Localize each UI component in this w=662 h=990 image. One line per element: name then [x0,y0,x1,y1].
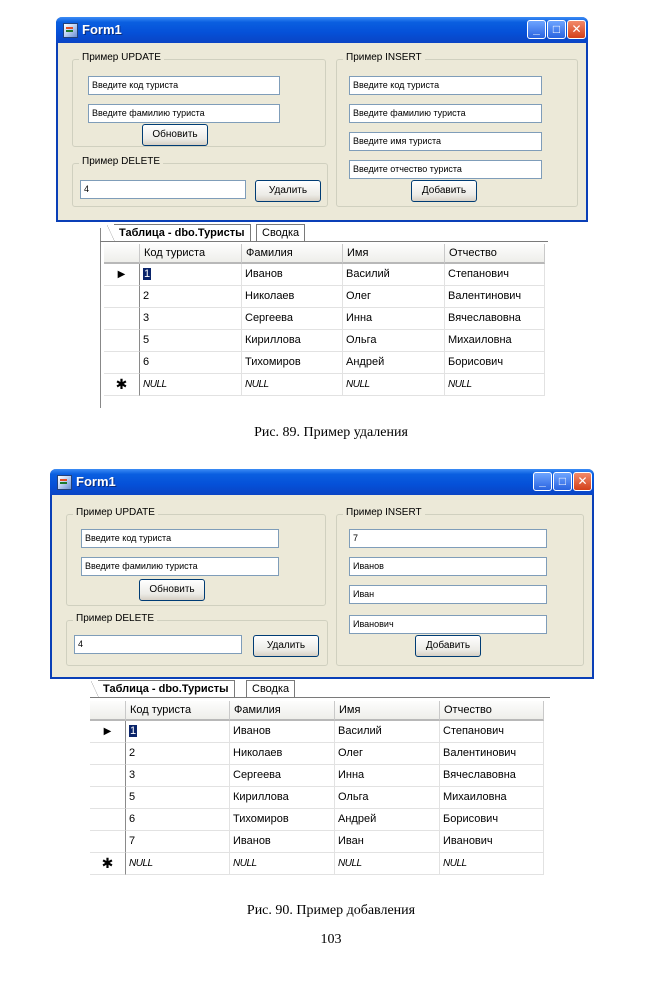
delete-code-field[interactable]: 4 [80,180,246,199]
grid-cell[interactable]: Инна [335,765,440,787]
update-code-field[interactable]: Введите код туриста [81,529,279,548]
insert-group-legend: Пример INSERT [343,52,425,63]
update-code-field[interactable]: Введите код туриста [88,76,280,95]
delete-group-legend: Пример DELETE [79,156,163,167]
selected-cell-value: 1 [144,268,151,280]
delete-button[interactable]: Удалить [255,180,321,202]
insert-code-field[interactable]: 7 [349,529,547,548]
grid-cell[interactable]: Иванов [230,831,335,853]
tab-table-tourists[interactable]: Таблица - dbo.Туристы [98,680,235,697]
delete-group-legend: Пример DELETE [73,613,157,624]
grid-cell[interactable]: Николаев [242,286,343,308]
grid-cell[interactable]: Тихомиров [242,352,343,374]
grid-cell[interactable]: Кириллова [242,330,343,352]
grid-cell[interactable]: Андрей [335,809,440,831]
column-header[interactable]: Код туриста [140,244,242,264]
insert-button[interactable]: Добавить [415,635,481,657]
figure-insert-example [0,455,662,935]
tab-summary[interactable]: Сводка [256,224,305,241]
delete-code-field[interactable]: 4 [74,635,242,654]
column-header[interactable]: Имя [343,244,445,264]
grid-cell[interactable]: 5 [140,330,242,352]
grid-cell[interactable]: Василий [343,264,445,286]
grid-cell[interactable]: Вячеславовна [440,765,544,787]
figure-caption: Рис. 90. Пример добавления [246,903,416,918]
minimize-icon[interactable]: _ [527,20,546,39]
tab-strip [98,224,548,242]
grid-corner-header[interactable] [90,701,126,721]
grid-cell[interactable]: Иван [335,831,440,853]
maximize-icon[interactable]: □ [553,472,572,491]
row-selector[interactable] [104,330,140,352]
new-row-icon[interactable]: ✱ [104,374,140,396]
row-selector[interactable] [90,765,126,787]
grid-cell[interactable]: NULL [126,853,230,875]
grid-cell[interactable]: Тихомиров [230,809,335,831]
update-surname-field[interactable]: Введите фамилию туриста [81,557,279,576]
column-header[interactable]: Фамилия [242,244,343,264]
title-bar[interactable] [56,17,588,43]
grid-cell[interactable]: 5 [126,787,230,809]
update-group [72,52,326,147]
form1-window [50,469,594,679]
grid-cell[interactable]: NULL [445,374,545,396]
grid-cell[interactable]: Иванович [440,831,544,853]
grid-cell[interactable]: Инна [343,308,445,330]
grid-cell[interactable]: NULL [230,853,335,875]
insert-button[interactable]: Добавить [411,180,477,202]
grid-cell[interactable] [126,721,230,743]
grid-cell[interactable]: Михаиловна [445,330,545,352]
update-group-legend: Пример UPDATE [79,52,164,63]
column-header[interactable]: Отчество [440,701,544,721]
update-surname-field[interactable]: Введите фамилию туриста [88,104,280,123]
title-bar[interactable] [50,469,594,495]
grid-cell[interactable]: Степанович [445,264,545,286]
grid-cell[interactable]: Сергеева [230,765,335,787]
grid-cell[interactable]: Андрей [343,352,445,374]
form1-window [56,17,588,222]
grid-cell[interactable]: NULL [343,374,445,396]
form-icon [57,475,72,490]
grid-corner-header[interactable] [104,244,140,264]
update-group [66,507,326,606]
insert-group [336,507,584,666]
grid-cell[interactable]: Ольга [335,787,440,809]
tab-summary[interactable]: Сводка [246,680,295,697]
grid-cell[interactable]: Сергеева [242,308,343,330]
grid-cell[interactable]: Валентинович [445,286,545,308]
close-icon[interactable]: ✕ [573,472,592,491]
row-selector[interactable] [90,787,126,809]
grid-cell[interactable]: Николаев [230,743,335,765]
insert-surname-field[interactable]: Введите фамилию туриста [349,104,542,123]
grid-cell[interactable]: 7 [126,831,230,853]
grid-cell[interactable]: Вячеславовна [445,308,545,330]
current-row-icon[interactable]: ▶ [90,721,126,743]
delete-button[interactable]: Удалить [253,635,319,657]
tab-table-tourists[interactable]: Таблица - dbo.Туристы [114,224,251,241]
close-icon[interactable]: ✕ [567,20,586,39]
form-icon [63,23,78,38]
grid-cell[interactable] [140,264,242,286]
grid-cell[interactable]: Василий [335,721,440,743]
column-header[interactable]: Отчество [445,244,545,264]
grid-cell[interactable]: Олег [343,286,445,308]
insert-surname-field[interactable]: Иванов [349,557,547,576]
selected-cell-value: 1 [130,725,137,737]
grid-cell[interactable]: Валентинович [440,743,544,765]
figure-caption: Рис. 89. Пример удаления [254,425,408,440]
insert-name-field[interactable]: Иван [349,585,547,604]
insert-group-legend: Пример INSERT [343,507,425,518]
page-number: 103 [320,932,342,947]
tourists-grid [86,680,550,880]
current-row-icon[interactable]: ▶ [104,264,140,286]
insert-patronymic-field[interactable]: Введите отчество туриста [349,160,542,179]
new-row-icon[interactable]: ✱ [90,853,126,875]
grid-cell[interactable]: 2 [140,286,242,308]
window-title: Form1 [82,22,122,37]
grid-cell[interactable]: 2 [126,743,230,765]
grid-cell[interactable]: Степанович [440,721,544,743]
grid-cell[interactable]: Иванов [242,264,343,286]
column-header[interactable]: Имя [335,701,440,721]
grid-cell[interactable]: NULL [440,853,544,875]
figure-delete-example [0,0,662,445]
row-selector[interactable] [104,352,140,374]
row-selector[interactable] [104,286,140,308]
grid-cell[interactable]: NULL [335,853,440,875]
grid-cell[interactable]: NULL [140,374,242,396]
grid-cell[interactable]: Олег [335,743,440,765]
grid-cell[interactable]: 6 [140,352,242,374]
row-selector[interactable] [90,831,126,853]
grid-cell[interactable]: 3 [126,765,230,787]
update-button[interactable]: Обновить [142,124,208,146]
maximize-icon[interactable]: □ [547,20,566,39]
grid-cell[interactable]: Михаиловна [440,787,544,809]
update-button[interactable]: Обновить [139,579,205,601]
insert-name-field[interactable]: Введите имя туриста [349,132,542,151]
grid-cell[interactable]: NULL [242,374,343,396]
column-header[interactable]: Код туриста [126,701,230,721]
grid-cell[interactable]: 3 [140,308,242,330]
grid-cell[interactable]: 6 [126,809,230,831]
delete-group [66,613,328,666]
row-selector[interactable] [90,809,126,831]
grid-cell[interactable]: Иванов [230,721,335,743]
tab-strip [86,680,550,698]
grid-cell[interactable]: Борисович [440,809,544,831]
row-selector[interactable] [104,308,140,330]
row-selector[interactable] [90,743,126,765]
insert-group [336,52,578,207]
delete-group [72,156,328,207]
insert-code-field[interactable]: Введите код туриста [349,76,542,95]
minimize-icon[interactable]: _ [533,472,552,491]
tourists-grid [98,224,548,409]
update-group-legend: Пример UPDATE [73,507,158,518]
window-title: Form1 [76,474,116,489]
grid-cell[interactable]: Кириллова [230,787,335,809]
column-header[interactable]: Фамилия [230,701,335,721]
grid-cell[interactable]: Борисович [445,352,545,374]
grid-cell[interactable]: Ольга [343,330,445,352]
insert-patronymic-field[interactable]: Иванович [349,615,547,634]
